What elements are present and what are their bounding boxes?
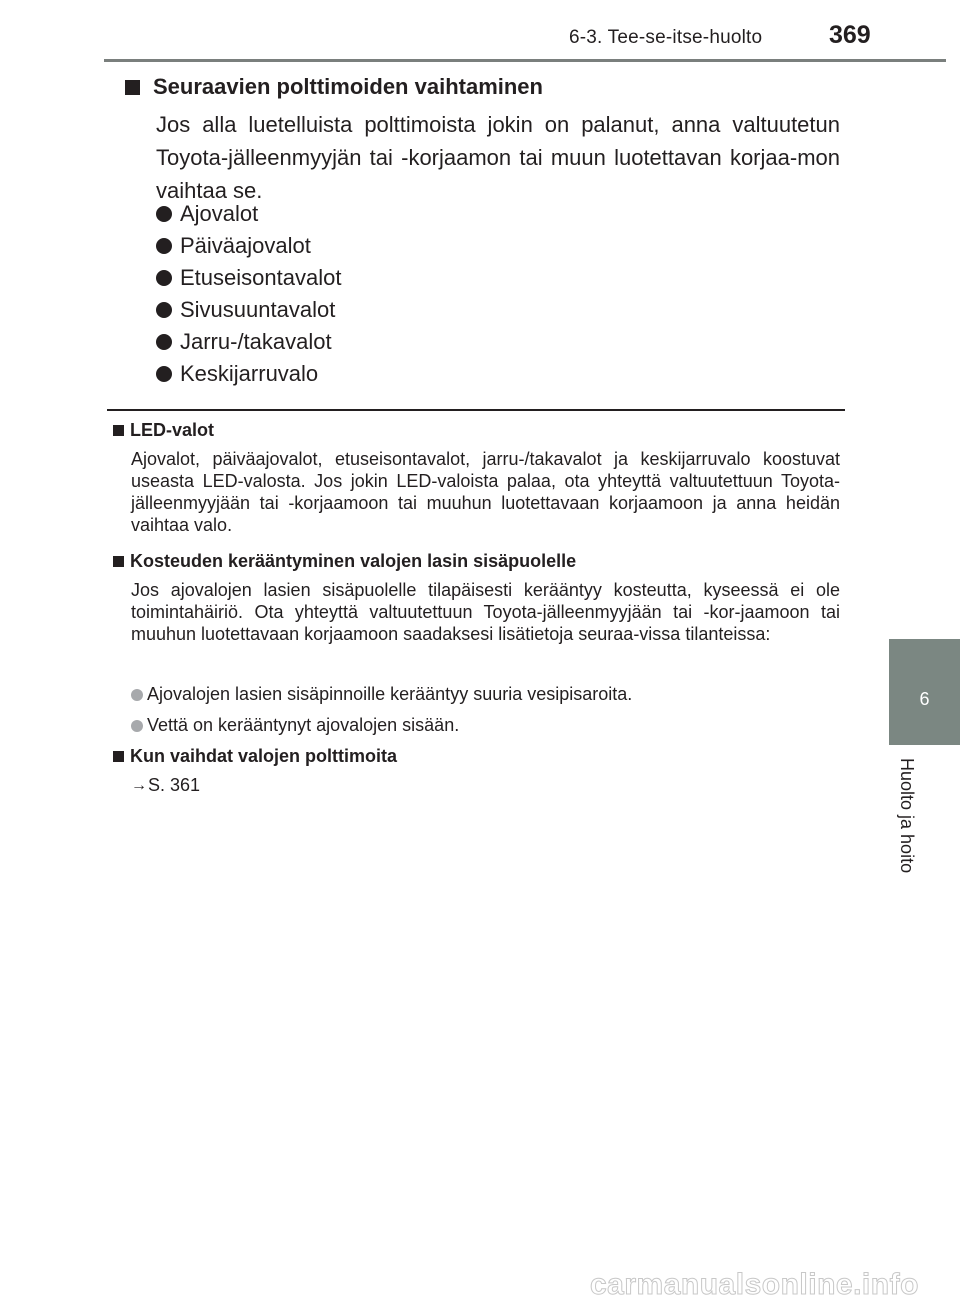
list-item-text: Sivusuuntavalot [180, 297, 336, 322]
chapter-label-container [897, 758, 917, 888]
list-item-text: Keskijarruvalo [180, 361, 319, 386]
list-item [156, 326, 341, 358]
arrow-right-icon: → [131, 776, 147, 794]
intro-paragraph: Jos alla luetelluista polttimoista jokin on palanut, anna valtuutetun Toyota-jälleenmyyjän tai -korjaamon tai muun luotettavan korjaa-mon vaihtaa se. [156, 112, 840, 203]
note-heading-text: LED-valot [130, 420, 215, 440]
note-heading-led [113, 420, 214, 441]
bullet-dot-icon [131, 689, 143, 701]
list-item-text: Ajovalot [180, 201, 259, 226]
note-heading-text: Kosteuden kerääntyminen valojen lasin sisäpuolelle [130, 551, 577, 571]
chapter-number: 6 [919, 689, 930, 709]
note-list-item-text: Vettä on kerääntynyt ajovalojen sisään. [147, 715, 460, 735]
bullet-dot-icon [156, 206, 172, 222]
list-item-text: Etuseisontavalot [180, 265, 342, 290]
note-heading-moisture [113, 551, 576, 572]
section-heading-text: Seuraavien polttimoiden vaihtaminen [153, 74, 543, 99]
chapter-tab [889, 639, 960, 745]
note-list-item-text: Ajovalojen lasien sisäpinnoille kerääntyy suuria vesipisaroita. [147, 684, 633, 704]
list-item [156, 230, 341, 262]
header-divider [104, 59, 946, 62]
square-bullet-icon [113, 556, 124, 567]
square-bullet-icon [113, 751, 124, 762]
bullet-dot-icon [156, 302, 172, 318]
section-divider [107, 409, 845, 411]
list-item [156, 358, 341, 390]
bullet-dot-icon [156, 334, 172, 350]
note-heading-bulbs [113, 746, 397, 767]
note-text-moisture: Jos ajovalojen lasien sisäpuolelle tilapäisesti kerääntyy kosteutta, kyseessä ei ole toimintahäiriö. Ota yhteyttä valtuutettuun Toyota-jälleenmyyjään tai -kor-jaamoon tai muuhun luotettavaan korjaamoon saadaksesi lisätietoja seuraa-vissa tilanteissa: [131, 580, 840, 644]
square-bullet-icon [125, 80, 140, 95]
watermark: carmanualsonline.info [590, 1268, 919, 1301]
page-reference[interactable] [131, 775, 200, 796]
note-heading-text: Kun vaihdat valojen polttimoita [130, 746, 398, 766]
list-item [156, 294, 341, 326]
section-heading [125, 74, 543, 100]
list-item-text: Päiväajovalot [180, 233, 311, 258]
square-bullet-icon [113, 425, 124, 436]
list-item [156, 262, 341, 294]
note-list-item [131, 684, 632, 705]
page-reference-text: S. 361 [148, 775, 201, 795]
note-list-item [131, 715, 459, 736]
section-title: 6-3. Tee-se-itse-huolto [569, 27, 763, 48]
bulb-list [156, 198, 341, 390]
note-text-led: Ajovalot, päiväajovalot, etuseisontavalot, jarru-/takavalot ja keskijarruvalo koostuvat useasta LED-valosta. Jos jokin LED-valoista palaa, ota yhteyttä valtuutettuun Toyota-jälleenmyyjään tai -korjaamoon tai muuhun luotettavaan korjaamoon ja anna heidän vaihtaa valo. [131, 449, 840, 535]
chapter-label: Huolto ja hoito [897, 758, 917, 874]
list-item-text: Jarru-/takavalot [180, 329, 332, 354]
bullet-dot-icon [156, 366, 172, 382]
list-item [156, 198, 341, 230]
bullet-dot-icon [156, 270, 172, 286]
page-number: 369 [829, 21, 871, 49]
bullet-dot-icon [156, 238, 172, 254]
bullet-dot-icon [131, 720, 143, 732]
